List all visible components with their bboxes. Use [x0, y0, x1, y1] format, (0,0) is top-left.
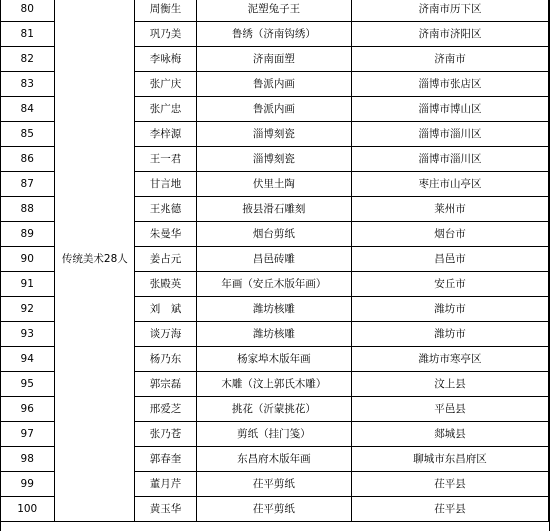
- region-cell: 潍坊市寒亭区: [351, 347, 548, 372]
- row-number-cell: 88: [0, 197, 55, 222]
- region-cell: 平邑县: [351, 397, 548, 422]
- inheritor-name-cell: 邢爱芝: [135, 397, 197, 422]
- region-cell: 汶上县: [351, 372, 548, 397]
- inheritor-name-cell: 黄玉华: [135, 497, 197, 522]
- inheritor-name-cell: 王一君: [135, 147, 197, 172]
- region-cell: 枣庄市山亭区: [351, 172, 548, 197]
- inheritor-name-cell: 刘 斌: [135, 297, 197, 322]
- row-number-cell: 99: [0, 472, 55, 497]
- inheritor-name-cell: 杨乃东: [135, 347, 197, 372]
- region-cell: 淄博市张店区: [351, 72, 548, 97]
- region-cell: 安丘市: [351, 272, 548, 297]
- project-name-cell: 鲁派内画: [196, 72, 351, 97]
- row-number-cell: 80: [0, 0, 55, 22]
- inheritor-name-cell: 张殿英: [135, 272, 197, 297]
- project-name-cell: 掖县滑石雕刻: [196, 197, 351, 222]
- project-name-cell: 济南面塑: [196, 47, 351, 72]
- row-number-cell: 94: [0, 347, 55, 372]
- project-name-cell: 茌平剪纸: [196, 472, 351, 497]
- inheritor-name-cell: 李梓源: [135, 122, 197, 147]
- region-cell: 潍坊市: [351, 322, 548, 347]
- region-cell: 潍坊市: [351, 297, 548, 322]
- inheritor-name-cell: 王兆德: [135, 197, 197, 222]
- row-number-cell: 83: [0, 72, 55, 97]
- region-cell: 淄博市博山区: [351, 97, 548, 122]
- row-number-cell: 82: [0, 47, 55, 72]
- project-name-cell: 潍坊核雕: [196, 297, 351, 322]
- project-name-cell: 泥塑兔子王: [196, 0, 351, 22]
- region-cell: 茌平县: [351, 497, 548, 522]
- row-number-cell: 85: [0, 122, 55, 147]
- inheritor-name-cell: 巩乃美: [135, 22, 197, 47]
- inheritor-name-cell: 张乃苍: [135, 422, 197, 447]
- row-number-cell: 97: [0, 422, 55, 447]
- inheritor-name-cell: 李咏梅: [135, 47, 197, 72]
- project-name-cell: 淄博刻瓷: [196, 147, 351, 172]
- inheritor-name-cell: 朱曼华: [135, 222, 197, 247]
- row-number-cell: 92: [0, 297, 55, 322]
- inheritor-name-cell: 张广忠: [135, 97, 197, 122]
- row-number-cell: 84: [0, 97, 55, 122]
- project-name-cell: 年画（安丘木版年画）: [196, 272, 351, 297]
- project-name-cell: 剪纸（挂门笺）: [196, 422, 351, 447]
- region-cell: 淄博市淄川区: [351, 122, 548, 147]
- project-name-cell: 木雕（汶上郭氏木雕）: [196, 372, 351, 397]
- row-number-cell: 86: [0, 147, 55, 172]
- row-number-cell: 87: [0, 172, 55, 197]
- inheritor-name-cell: 董月芹: [135, 472, 197, 497]
- project-name-cell: 昌邑砖雕: [196, 247, 351, 272]
- region-cell: 茌平县: [351, 472, 548, 497]
- region-cell: 莱州市: [351, 197, 548, 222]
- region-cell: 聊城市东昌府区: [351, 447, 548, 472]
- row-number-cell: 100: [0, 497, 55, 522]
- inheritor-name-cell: 谈万海: [135, 322, 197, 347]
- project-name-cell: 挑花（沂蒙挑花）: [196, 397, 351, 422]
- category-cell: 传统美术28人: [55, 0, 135, 522]
- project-name-cell: 伏里土陶: [196, 172, 351, 197]
- row-number-cell: 98: [0, 447, 55, 472]
- inheritor-name-cell: 姜占元: [135, 247, 197, 272]
- row-number-cell: 96: [0, 397, 55, 422]
- project-name-cell: 鲁绣（济南钩绣）: [196, 22, 351, 47]
- inheritor-name-cell: 郭春奎: [135, 447, 197, 472]
- region-cell: 昌邑市: [351, 247, 548, 272]
- region-cell: 济南市济阳区: [351, 22, 548, 47]
- row-number-cell: 93: [0, 322, 55, 347]
- region-cell: 济南市历下区: [351, 0, 548, 22]
- row-number-cell: 91: [0, 272, 55, 297]
- row-number-cell: 90: [0, 247, 55, 272]
- row-number-cell: 81: [0, 22, 55, 47]
- project-name-cell: 东昌府木版年画: [196, 447, 351, 472]
- inheritor-name-cell: 周衡生: [135, 0, 197, 22]
- region-cell: 济南市: [351, 47, 548, 72]
- project-name-cell: 潍坊核雕: [196, 322, 351, 347]
- region-cell: 郯城县: [351, 422, 548, 447]
- project-name-cell: 杨家埠木版年画: [196, 347, 351, 372]
- region-cell: 淄博市淄川区: [351, 147, 548, 172]
- project-name-cell: 淄博刻瓷: [196, 122, 351, 147]
- region-cell: 烟台市: [351, 222, 548, 247]
- project-name-cell: 烟台剪纸: [196, 222, 351, 247]
- project-name-cell: 鲁派内画: [196, 97, 351, 122]
- inheritor-name-cell: 郭宗磊: [135, 372, 197, 397]
- inheritor-name-cell: 甘言地: [135, 172, 197, 197]
- inheritor-name-cell: 张广庆: [135, 72, 197, 97]
- row-number-cell: 95: [0, 372, 55, 397]
- table-row: [0, 0, 549, 22]
- project-name-cell: 茌平剪纸: [196, 497, 351, 522]
- row-number-cell: 89: [0, 222, 55, 247]
- table-left-border: [0, 0, 1, 531]
